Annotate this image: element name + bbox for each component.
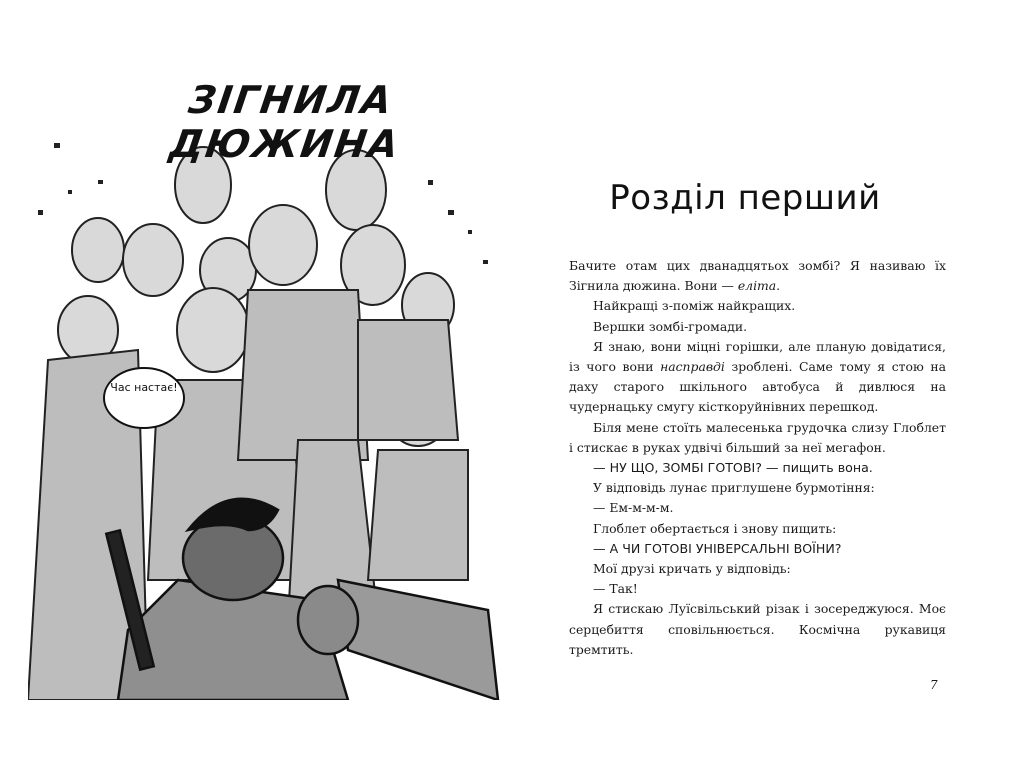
left-page-illustration <box>28 60 500 700</box>
chapter-title: Розділ перший <box>609 178 881 218</box>
paragraph: — А ЧИ ГОТОВІ УНІВЕРСАЛЬНІ ВОЇНИ? <box>593 540 842 556</box>
paragraph: Найкращі з-поміж найкращих. <box>593 298 796 314</box>
paragraph: У відповідь лунає приглушене бурмотіння: <box>593 480 875 496</box>
paragraph: Глоблет обертається і знову пищить: <box>593 520 837 536</box>
paragraph: — Ем-м-м-м. <box>593 500 674 516</box>
paragraph: Мої друзі кричать у відповідь: <box>593 561 791 577</box>
right-page-text <box>560 60 960 700</box>
paragraph: Бачите отам цих дванадцятьох зомбі? Я називаю їх Зігнила дюжина. Вони — еліта. <box>569 258 946 294</box>
paragraph: — НУ ЩО, ЗОМБІ ГОТОВІ? — пищить вона. <box>593 460 873 476</box>
speech-bubble <box>104 368 184 428</box>
paragraph: Я знаю, вони міцні горішки, але планую довідатися, із чого вони насправді зроблені. Саме тому я стою на даху старого шкільного автобуса й дивлюся на чудернацьку смугу кісткоруйнівних перешкод. <box>569 338 946 415</box>
illustration-title: ЗІГНИЛА ДЮЖИНА <box>166 78 403 166</box>
paragraph: Я стискаю Луїсвільський різак і зосереджуюся. Моє серцебиття сповільнюється. Космічна рукавиця тремтить. <box>569 601 946 657</box>
speech-bubble-text: Час настає! <box>110 381 178 394</box>
paragraph: Вершки зомбі-громади. <box>593 318 748 334</box>
page-number: 7 <box>930 678 938 692</box>
chapter-body <box>569 256 946 660</box>
paragraph: Біля мене стоїть малесенька грудочка слизу Глоблет і стискає в руках удвічі більший за неї мегафон. <box>569 419 946 455</box>
paragraph: — Так! <box>593 581 638 597</box>
